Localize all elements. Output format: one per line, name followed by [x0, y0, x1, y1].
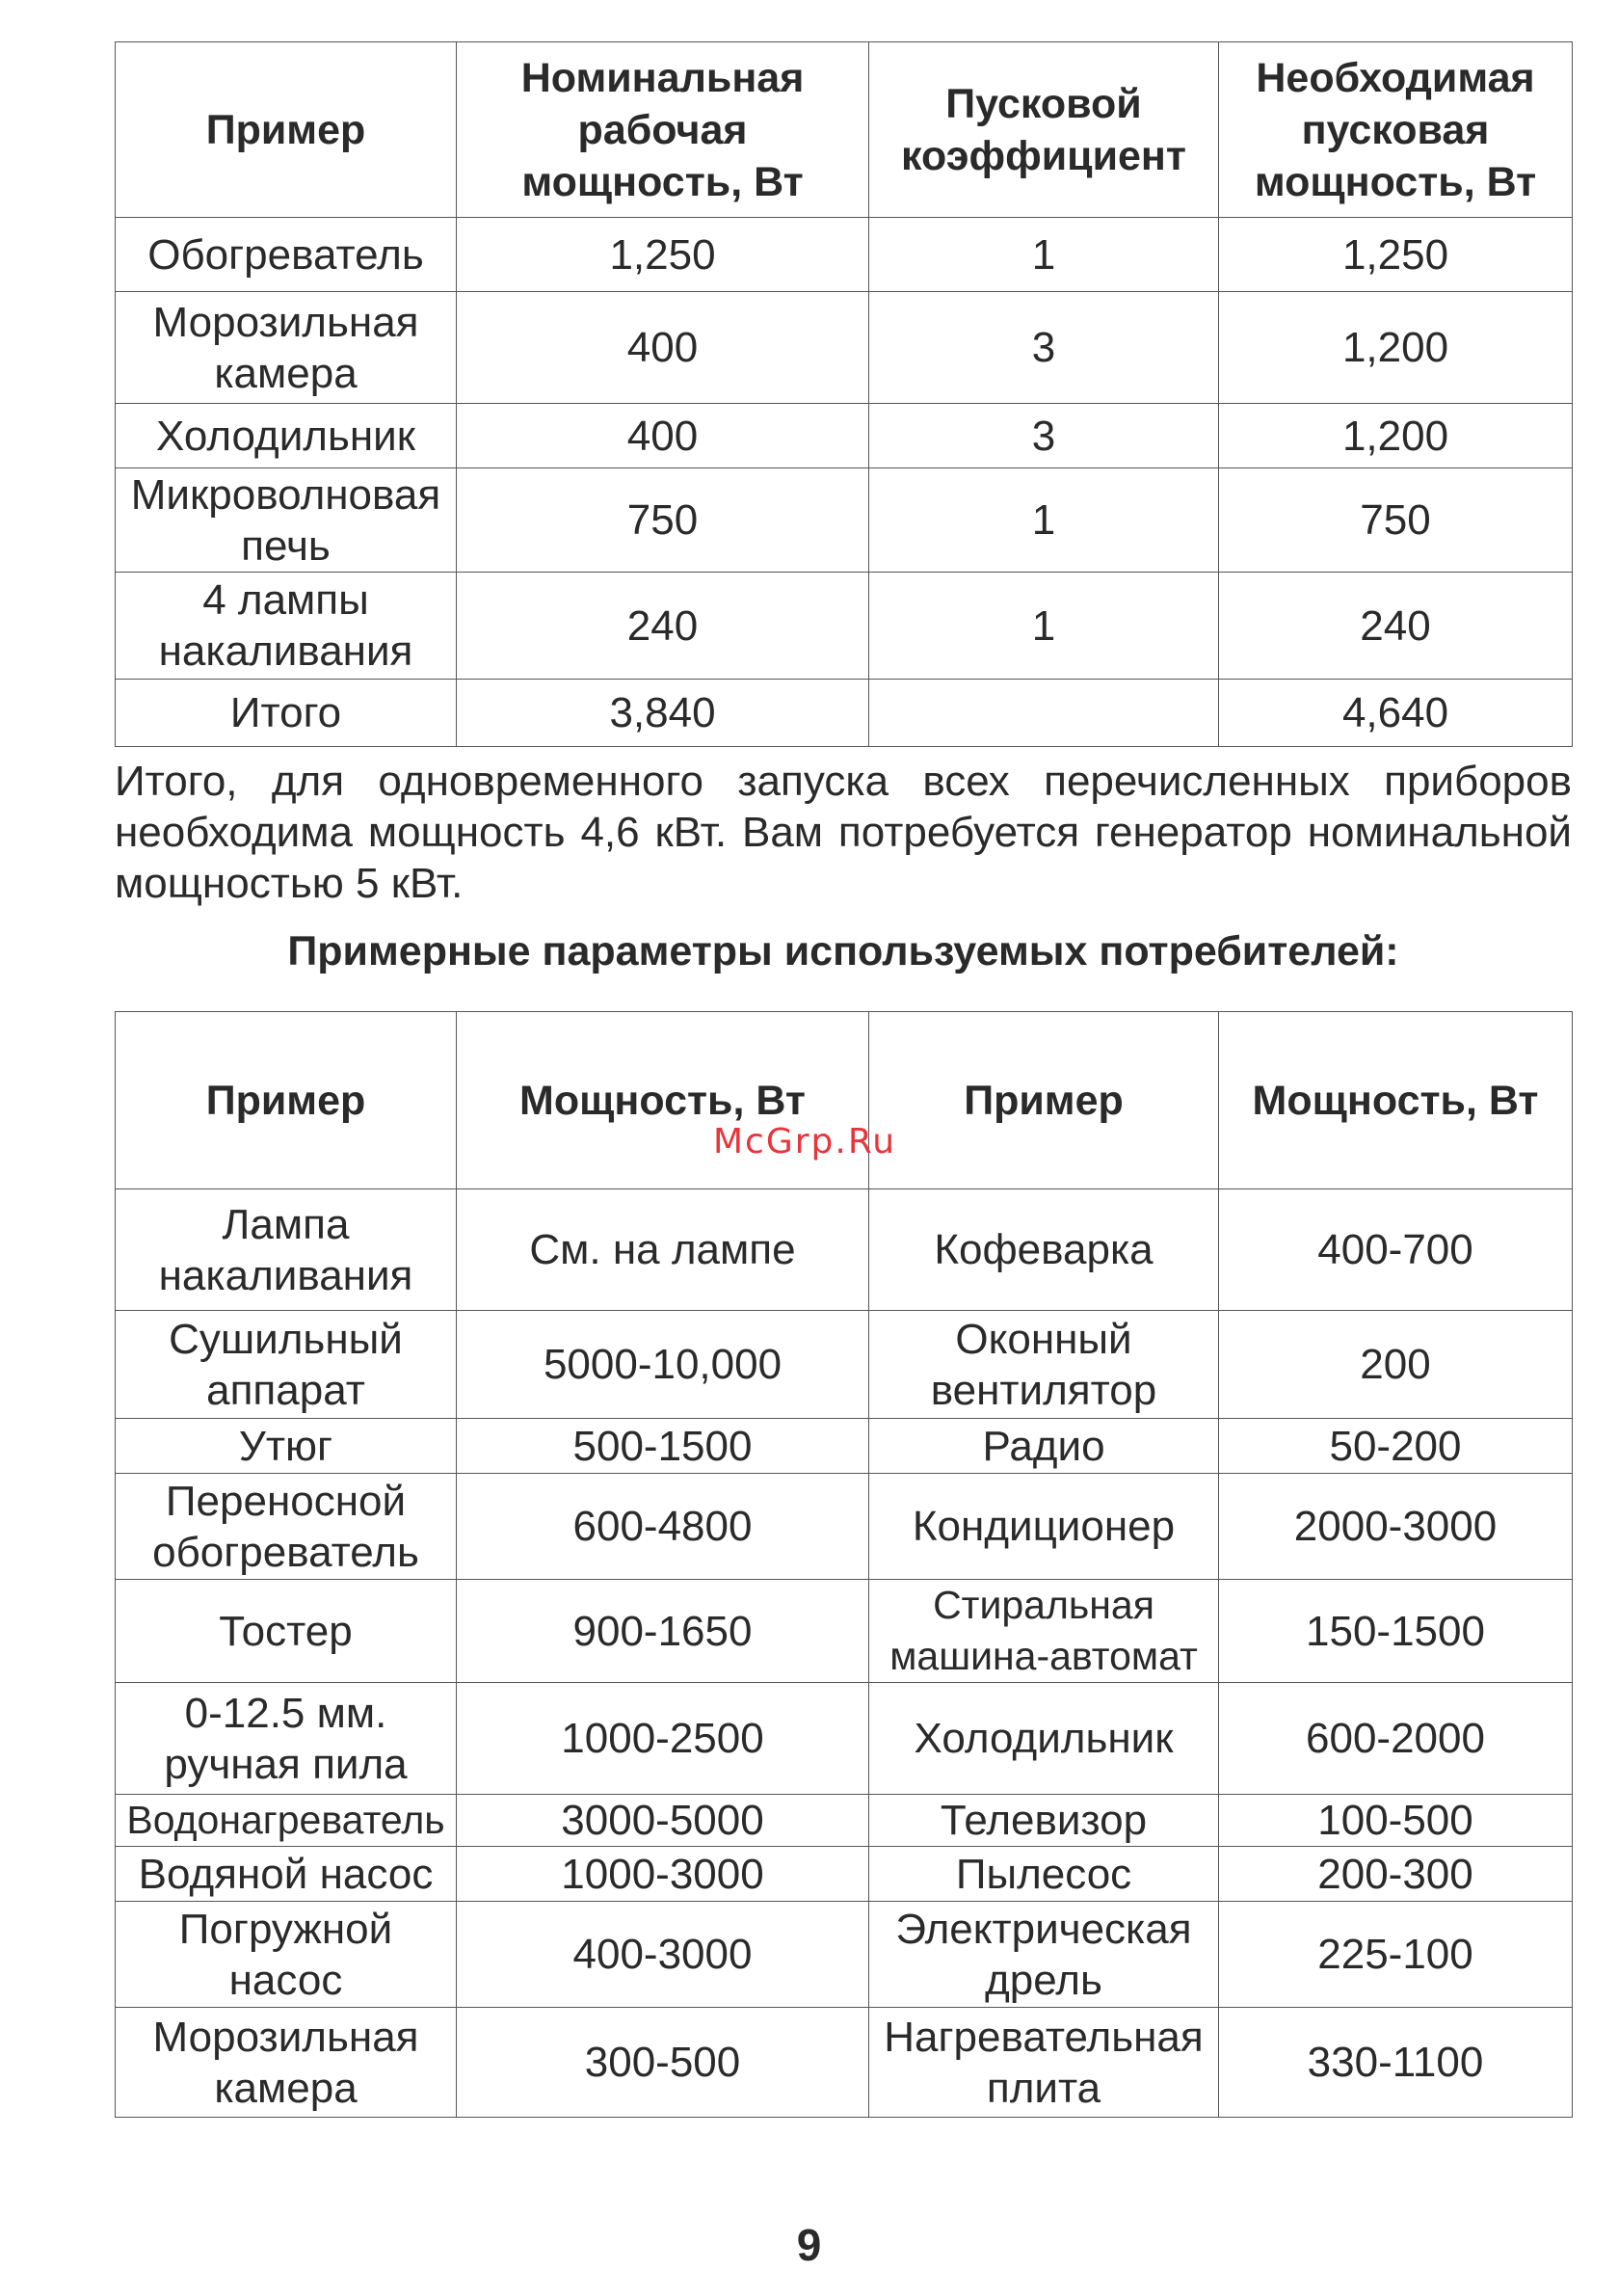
- table-cell: Нагревательная плита: [869, 2008, 1219, 2118]
- table-cell: 1: [869, 468, 1219, 573]
- table-cell: 400: [457, 292, 869, 404]
- table-cell: Итого: [116, 680, 457, 747]
- table-cell: 240: [457, 573, 869, 680]
- table-cell: 400: [457, 404, 869, 468]
- table-cell: 1,200: [1219, 292, 1573, 404]
- watermark-text: McGrp.Ru: [713, 1122, 897, 1161]
- table-row: [116, 1847, 1573, 1902]
- table-cell: Электрическая дрель: [869, 1902, 1219, 2008]
- table-cell: Пылесос: [869, 1847, 1219, 1902]
- table-header-row: [116, 1012, 1573, 1189]
- header-rated-power: Номинальная рабочая мощность, Вт: [457, 42, 869, 218]
- table-cell: 400-700: [1219, 1189, 1573, 1311]
- table-row: [116, 404, 1573, 468]
- table-cell: 100-500: [1219, 1795, 1573, 1847]
- table-cell: 1,250: [457, 218, 869, 292]
- table-row: [116, 1189, 1573, 1311]
- table-cell: 600-4800: [457, 1474, 869, 1580]
- header-power: Мощность, Вт: [457, 1012, 869, 1189]
- table-cell: 240: [1219, 573, 1573, 680]
- table-cell: 750: [457, 468, 869, 573]
- table-cell: 1,250: [1219, 218, 1573, 292]
- table-row: [116, 1902, 1573, 2008]
- table-cell: Тостер: [116, 1580, 457, 1683]
- table-cell: 2000-3000: [1219, 1474, 1573, 1580]
- table-cell: 150-1500: [1219, 1580, 1573, 1683]
- table-cell: 330-1100: [1219, 2008, 1573, 2118]
- header-example: Пример: [116, 1012, 457, 1189]
- table-cell: 1,200: [1219, 404, 1573, 468]
- table-cell: Водонагреватель: [116, 1795, 457, 1847]
- table-row: [116, 1419, 1573, 1474]
- table-row: [116, 1311, 1573, 1419]
- table-cell: Переносной обогреватель: [116, 1474, 457, 1580]
- header-power: Мощность, Вт: [1219, 1012, 1573, 1189]
- table-cell: Лампа накаливания: [116, 1189, 457, 1311]
- header-example: Пример: [116, 42, 457, 218]
- table-row: [116, 573, 1573, 680]
- power-calculation-table: [115, 41, 1573, 747]
- table-cell: 750: [1219, 468, 1573, 573]
- table-cell: 5000-10,000: [457, 1311, 869, 1419]
- table-cell: 400-3000: [457, 1902, 869, 2008]
- table-cell: 200: [1219, 1311, 1573, 1419]
- table-cell: Сушильный аппарат: [116, 1311, 457, 1419]
- table-cell: 600-2000: [1219, 1683, 1573, 1795]
- table-cell: Микроволновая печь: [116, 468, 457, 573]
- table-cell: 3: [869, 292, 1219, 404]
- table-cell: См. на лампе: [457, 1189, 869, 1311]
- table-cell: 4 лампы накаливания: [116, 573, 457, 680]
- table-row: [116, 1795, 1573, 1847]
- table-cell: Оконный вентилятор: [869, 1311, 1219, 1419]
- table-cell: 3: [869, 404, 1219, 468]
- table-row: [116, 468, 1573, 573]
- section-title: Примерные параметры используемых потребителей:: [287, 928, 1399, 974]
- table-cell: Радио: [869, 1419, 1219, 1474]
- table-cell: Холодильник: [869, 1683, 1219, 1795]
- table-cell: Водяной насос: [116, 1847, 457, 1902]
- table-row: [116, 1580, 1573, 1683]
- table-cell: 50-200: [1219, 1419, 1573, 1474]
- table-cell: Стиральная машина-автомат: [869, 1580, 1219, 1683]
- table-cell: 3000-5000: [457, 1795, 869, 1847]
- table-cell: [869, 680, 1219, 747]
- header-example: Пример: [869, 1012, 1219, 1189]
- table-cell: Холодильник: [116, 404, 457, 468]
- table-row: [116, 1474, 1573, 1580]
- table-cell: Морозильная камера: [116, 292, 457, 404]
- table-row: [116, 1683, 1573, 1795]
- table-cell: 225-100: [1219, 1902, 1573, 2008]
- table-cell: Телевизор: [869, 1795, 1219, 1847]
- page-number: 9: [796, 2220, 822, 2270]
- table-cell: Кондиционер: [869, 1474, 1219, 1580]
- table-header-row: [116, 42, 1573, 218]
- header-start-factor: Пусковой коэффициент: [869, 42, 1219, 218]
- table-cell: 900-1650: [457, 1580, 869, 1683]
- table-cell: 1: [869, 218, 1219, 292]
- table-row: [116, 292, 1573, 404]
- table-cell: 300-500: [457, 2008, 869, 2118]
- table-cell: Утюг: [116, 1419, 457, 1474]
- table-cell: 1: [869, 573, 1219, 680]
- table-cell: Погружной насос: [116, 1902, 457, 2008]
- table-cell: 4,640: [1219, 680, 1573, 747]
- table-cell: Кофеварка: [869, 1189, 1219, 1311]
- table-cell: 1000-2500: [457, 1683, 869, 1795]
- table-cell: Обогреватель: [116, 218, 457, 292]
- table-total-row: [116, 680, 1573, 747]
- table-cell: 200-300: [1219, 1847, 1573, 1902]
- table-cell: Морозильная камера: [116, 2008, 457, 2118]
- table-row: [116, 218, 1573, 292]
- table-row: [116, 2008, 1573, 2118]
- table-cell: 0-12.5 мм. ручная пила: [116, 1683, 457, 1795]
- table-cell: 500-1500: [457, 1419, 869, 1474]
- table-cell: 3,840: [457, 680, 869, 747]
- summary-paragraph: Итого, для одновременного запуска всех перечисленных приборов необходима мощность 4,6 кВт. Вам потребуется генератор номинальной мощностью 5 кВт.: [115, 758, 1572, 907]
- table-cell: 1000-3000: [457, 1847, 869, 1902]
- header-required-start-power: Необходимая пусковая мощность, Вт: [1219, 42, 1573, 218]
- consumer-parameters-table: [115, 1011, 1573, 2118]
